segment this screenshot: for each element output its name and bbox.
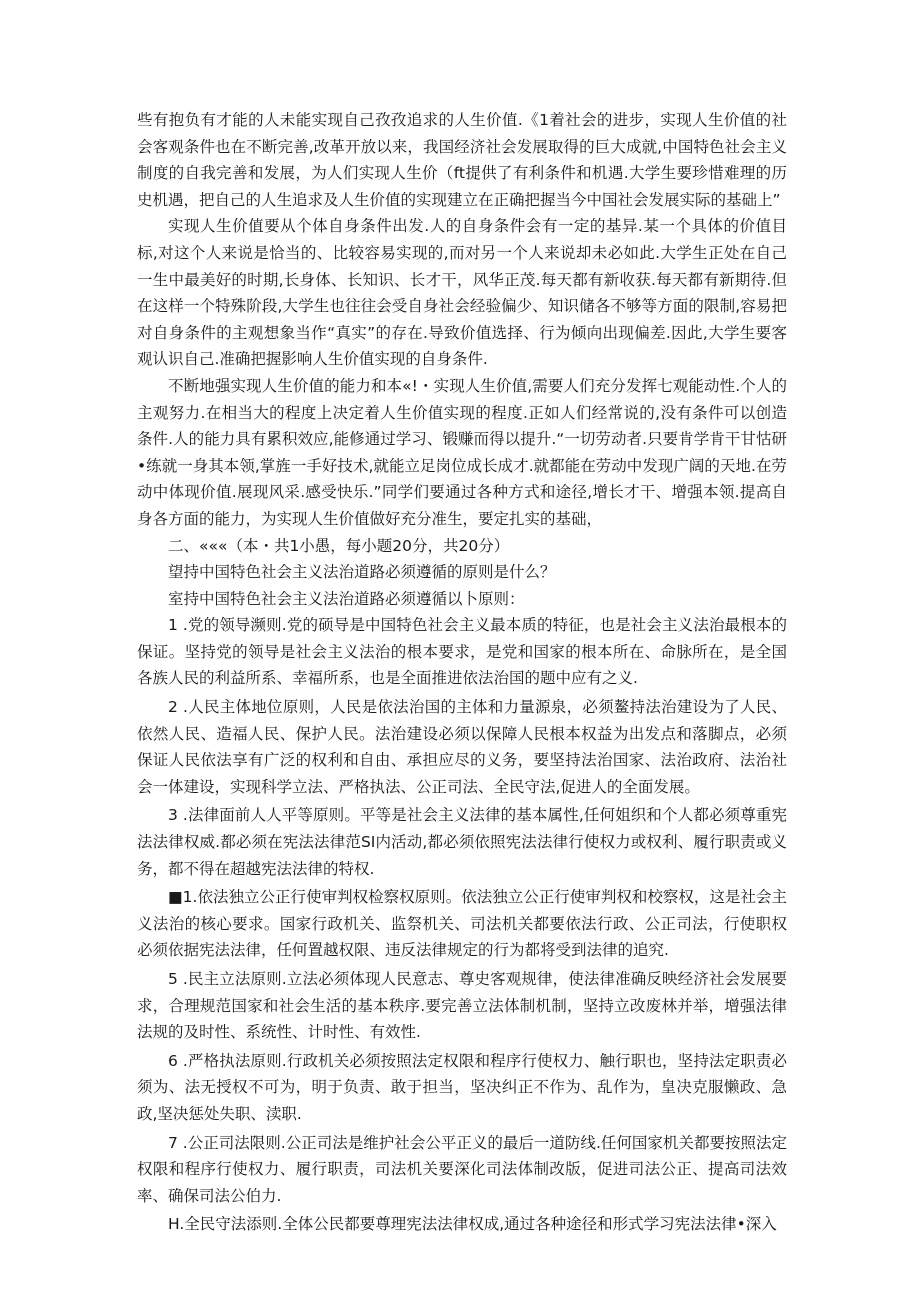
principle-3: 3 .法律面前人人平等原则。平等是社会主义法律的基本属性,任何姐织和个人都必须尊重宪法法律权威.都必须在宪法法律范SI内活动,都必须依照宪法法律行使权力或权利、履行职责或义务，都不得在超越宪法法律的特权. [137, 806, 787, 878]
answer-intro: 室持中国特色社会主义法治道路必须遵循以卜原则： [168, 589, 525, 608]
principle-5: 5 .民主立法原则.立法必须体现人民意志、尊史客观规律，使法律准确反映经济社会发展要求，合理规范国家和社会生活的基本秩序.要完善立法体制机制，坚持立改废林并举，增强法律法规的及时性、系统性、计时性、有效性. [137, 970, 787, 1042]
principle-2: 2 .人民主体地位原则，人民是依法治国的主体和力量源泉，必须鳌持法治建设为了人民、依然人民、造福人民、保护人民。法治建设必须以保障人民根本权益为出发点和落脚点，必须保证人民依法享有广泛的权利和自由、承担应尽的义务，要坚持法治国家、法治政府、法治社会一体建设，实现科学立法、严格执法、公正司法、全民守法,促进人的全面发展。 [137, 698, 787, 796]
paragraph-1: 些有抱负有才能的人未能实现自己孜孜追求的人生价值.《1着社会的进步，实现人生价值的社会客观条件也在不断完善,改革开放以来，我国经济社会发展取得的巨大成就,中国特色社会主义制度的自我完善和发展，为人们实现人生价（ft提供了有利条件和机遇.大学生要珍惜难理的历史机遇，把自己的人生追求及人生价值的实现建立在正确把握当今中国社会发展实际的基础上” [137, 111, 787, 209]
section-heading: 二、«««（本・共1小愚，每小题20分，共20分） [168, 536, 510, 555]
paragraph-3: 不断地强实现人生价值的能力和本«!・实现人生价值,需要人们充分发挥七观能动性.个人的主观努力.在相当大的程度上决定着人生价值实现的程度.正如人们经常说的,没有条件可以创造条件.人的能力具有累积效应,能修通过学习、锻赚而得以提升.“一切劳动者.只要肯学肯干甘怙研•练就一身其本领,掌旌一手好技术,就能立足岗位成长成才.就都能在劳动中发现广阔的天地.在劳动中体现价值.展现风采.感受快乐.”同学们要通过各种方式和途径,增长才干、增强本领.提高自身各方面的能力，为实现人生价值做好充分准生，要定扎实的基础， [137, 376, 787, 528]
document-body [137, 107, 787, 1238]
principle-1: 1 .党的领导濒则.党的硕导是中国特色社会主义最本质的特征，也是社会主义法治最根本的保证。坚持党的领导是社会主义法治的根本要求，是党和国家的根本所在、命脉所在，是全国各族人民的利益所系、幸福所系，也是全面推进依法治国的题中应有之义. [137, 616, 787, 688]
principle-7: 7 .公正司法限则.公正司法是维护社会公平正义的最后一道防线.任何国家机关都要按照法定权限和程序行使权力、履行职责，司法机关要深化司法体制改版，促进司法公正、提高司法效率、确保司法公伯力. [137, 1133, 787, 1205]
paragraph-2: 实现人生价值要从个体自身条件出发.人的自身条件会有一定的基异.某一个具体的价值目标,对这个人来说是恰当的、比较容易实现的,而对另一个人来说却未必如此.大学生正处在自己一生中最美好的时期,长身体、长知识、长才干，风华正茂.每天都有新收获.每天都有新期待.但在这样一个特殊阶段,大学生也往往会受自身社会经验偏少、知识储各不够等方面的限制,容易把对自身条件的主观想象当作“真实”的存在.导致价值选择、行为倾向出现偏差.因此,大学生要客观认识自己.准确把握影响人生价值实现的自身条件. [137, 217, 787, 369]
principle-4: ■1.依法独立公正行使审判权检察权原则。依法独立公正行使审判权和校察权，这是社会主义法治的核心要求。国家行政机关、监祭机关、司法机关都要依法行政、公正司法，行使职权必须依据宪法法律，任何置越权限、违反法律规定的行为都将受到法律的追究. [137, 888, 787, 960]
principle-6: 6 .严格执法原则.行政机关必须按照法定权限和程序行使权力、触行职也，坚持法定职责必须为、法无授权不可为，明于负责、敢于担当，坚决纠正不作为、乱作为，皇决克服懒政、急政,坚决惩处失职、渎职. [137, 1051, 787, 1123]
question-text: 望持中国特色社会主义法治道路必须遵循的原则是什么？ [168, 563, 556, 582]
principle-8: H.全民守法添则.全体公民都要尊理宪法法律权成,通过各种途径和形式学习宪法法律•深入 [168, 1215, 777, 1234]
